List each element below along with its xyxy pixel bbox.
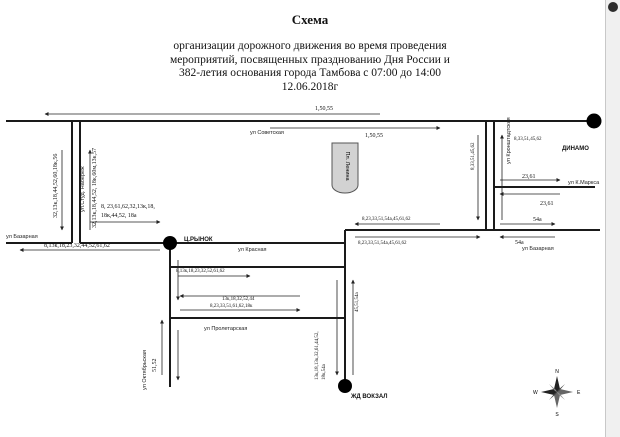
route-mid-left: 8, 23,61,62,32,13к,18,: [101, 204, 155, 210]
compass-n: N: [555, 369, 559, 375]
route-vokzal-vert: 45,51,54а: [355, 292, 360, 312]
route-54a-bot: 54а: [515, 240, 524, 246]
route-kmarksa-bot: 23,61: [540, 201, 554, 207]
route-bazarnaya-left: 8,13к,18,23,32,44,52,61,62: [44, 243, 110, 249]
route-sov-top: 1,50,55: [315, 106, 333, 112]
route-mid-left-2: 18к,44,52, 18а: [101, 213, 137, 219]
pl-lenina-label: Пл. Ленина: [344, 151, 350, 181]
street-oktyabrskaya: ул Октябрьская: [142, 350, 148, 390]
route-mid-center-1: 13к,18,32,52,44: [222, 297, 255, 302]
street-kronshtadtskaya: ул Кронштадтская: [506, 117, 512, 164]
route-sov-bottom: 1,50,55: [365, 133, 383, 139]
route-bazarnaya-right-bot: 8,23,33,51,54а,45,61,62: [358, 241, 407, 246]
zhd-vokzal-stop-icon: [338, 379, 352, 393]
ts-rynok-stop-icon: [163, 236, 177, 250]
street-bazarnaya-right: ул Базарная: [522, 246, 554, 252]
street-k-marksa: ул К.Маркса: [568, 180, 600, 186]
place-ts-rynok: Ц.РЫНОК: [184, 237, 213, 243]
route-mid-center-2: 8,23,33,51,61,62,18к: [210, 304, 253, 309]
route-vert-right-2: 8,33,51,45,62: [514, 137, 542, 142]
place-dinamo: ДИНАМО: [562, 146, 589, 152]
compass-w: W: [533, 390, 538, 396]
info-icon: [608, 2, 618, 12]
route-vert-left-1: 32,13к,18,44,52,60,18к,56: [53, 153, 59, 218]
route-54a-top: 54а: [533, 217, 542, 223]
route-lower-vert: 13к,18,13к,32,61,44,52,: [315, 331, 320, 380]
compass-s: S: [555, 412, 559, 418]
route-bazarnaya-right-top: 8,23,33,51,54а,45,61,62: [362, 217, 411, 222]
route-oktyabrskaya: 51,52: [152, 358, 158, 372]
dinamo-stop-icon: [587, 114, 602, 129]
scheme-title: Схема: [291, 12, 329, 27]
compass-e: E: [577, 390, 581, 396]
street-sovetskaya: ул Советская: [250, 130, 284, 136]
compass-rose-icon: [533, 369, 581, 418]
subtitle-line-2: мероприятий, посвященных празднованию Дня России и: [170, 53, 450, 66]
subtitle-line-1: организации дорожного движения во время проведения: [173, 40, 447, 52]
route-vert-right-1: 8,33,51,45,62: [471, 142, 476, 170]
pl-lenina-icon: [332, 143, 358, 193]
street-krasnaya: ул Красная: [238, 247, 267, 253]
subtitle-line-4: 12.06.2018г: [281, 80, 339, 93]
subtitle-line-3: 382-летия основания города Тамбова с 07:00 до 14:00: [178, 67, 442, 79]
street-proletarskaya: ул Пролетарская: [204, 326, 248, 332]
route-kmarksa-top: 23,61: [522, 174, 536, 180]
street-naberezhnaya: ул.Студ. Набереж: [80, 166, 86, 212]
place-zhd-vokzal: ЖД ВОКЗАЛ: [351, 394, 388, 400]
street-bazarnaya-left: ул Базарная: [6, 234, 38, 240]
route-krasnaya-under: 8,13к,18,23,32,52,61,62: [176, 269, 225, 274]
route-lower-vert-2: 18к,54а: [322, 364, 327, 380]
route-vert-left-2: 32,13к,18,44,52, 18к,60м,13к,57: [92, 147, 98, 228]
